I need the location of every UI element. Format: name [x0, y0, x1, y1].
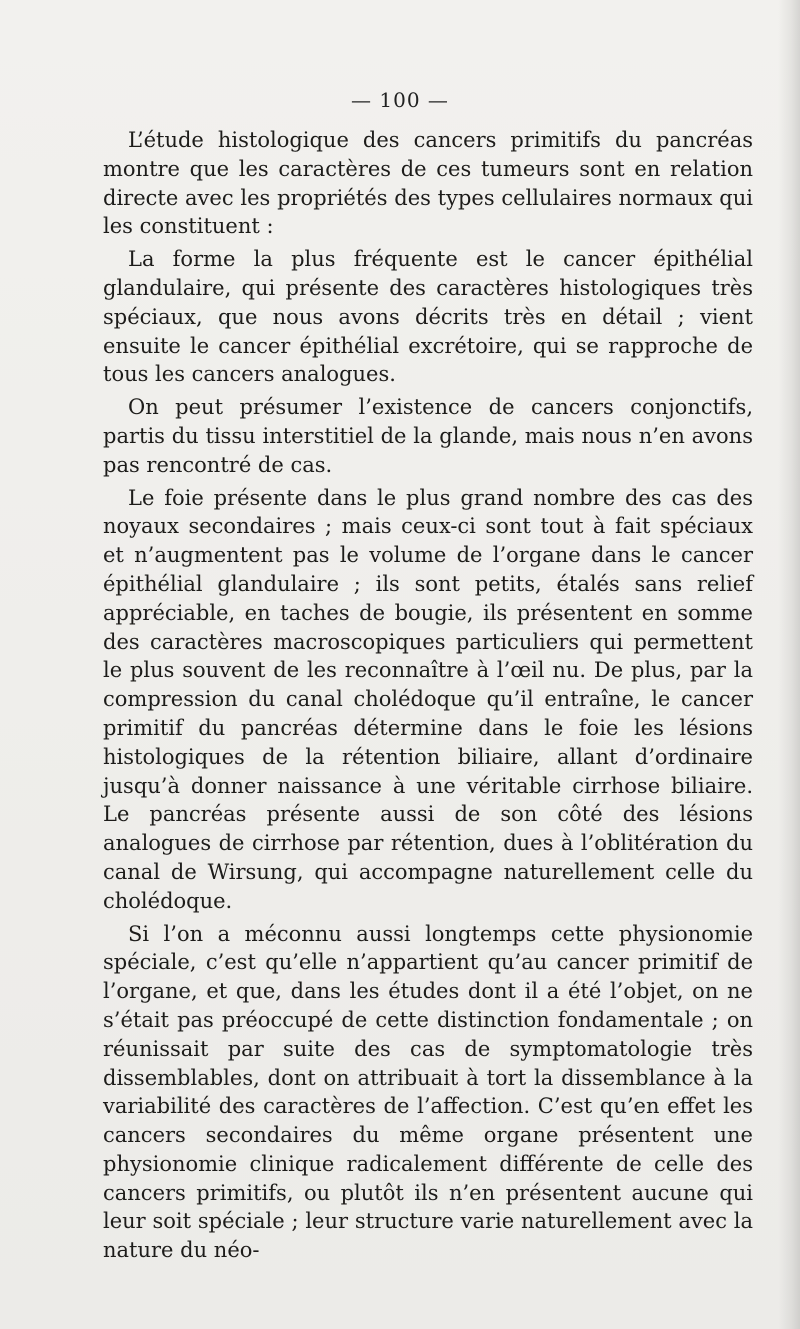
paragraph: Le foie présente dans le plus grand nombre des cas des noyaux secondaires ; mais ceux-ci sont tout à fait spéciaux et n’augmentent pas le volume de l’organe dans le cancer épithélial glandulaire ; ils sont petits, étalés sans relief appréciable, en taches de bougie, ils présentent en somme des caractères macroscopiques particuliers qui permettent le plus souvent de les reconnaître à l’œil nu. De plus, par la compression du canal cholédoque qu’il entraîne, le cancer primitif du pancréas détermine dans le foie les lésions histologiques de la rétention biliaire, allant d’ordinaire jusqu’à donner naissance à une véritable cirrhose biliaire. Le pancréas présente aussi de son côté des lésions analogues de cirrhose par rétention, dues à l’oblitération du canal de Wirsung, qui accompagne naturellement celle du cholédoque.: [103, 485, 753, 913]
paragraph: On peut présumer l’existence de cancers conjonctifs, partis du tissu interstitiel de la glande, mais nous n’en avons pas rencontré de cas.: [103, 395, 753, 477]
paragraph: Si l’on a méconnu aussi longtemps cette physionomie spéciale, c’est qu’elle n’appartient qu’au cancer primitif de l’organe, et que, dans les études dont il a été l’objet, on ne s’était pas préoccupé de cette distinction fondamentale ; on réunissait par suite des cas de symptomatologie très dissemblables, dont on attribuait à tort la dissemblance à la variabilité des caractères de l’affection. C’est qu’en effet les cancers secondaires du même organe présentent une physionomie clinique radicalement différente de celle des cancers primitifs, ou plutôt ils n’en présentent aucune qui leur soit spéciale ; leur structure varie naturellement avec la nature du néo-: [103, 921, 753, 1263]
paragraph: La forme la plus fréquente est le cancer épithélial glandulaire, qui présente des caractères histologiques très spéciaux, que nous avons décrits très en détail ; vient ensuite le cancer épithélial excrétoire, qui se rapproche de tous les cancers analogues.: [103, 247, 753, 387]
page-body: [103, 126, 753, 1265]
page-edge-shadow: [778, 0, 800, 1329]
page-number-header: — 100 —: [351, 88, 449, 112]
paragraph: L’étude histologique des cancers primitifs du pancréas montre que les caractères de ces tumeurs sont en relation directe avec les propriétés des types cellulaires normaux qui les constituent :: [103, 128, 753, 239]
